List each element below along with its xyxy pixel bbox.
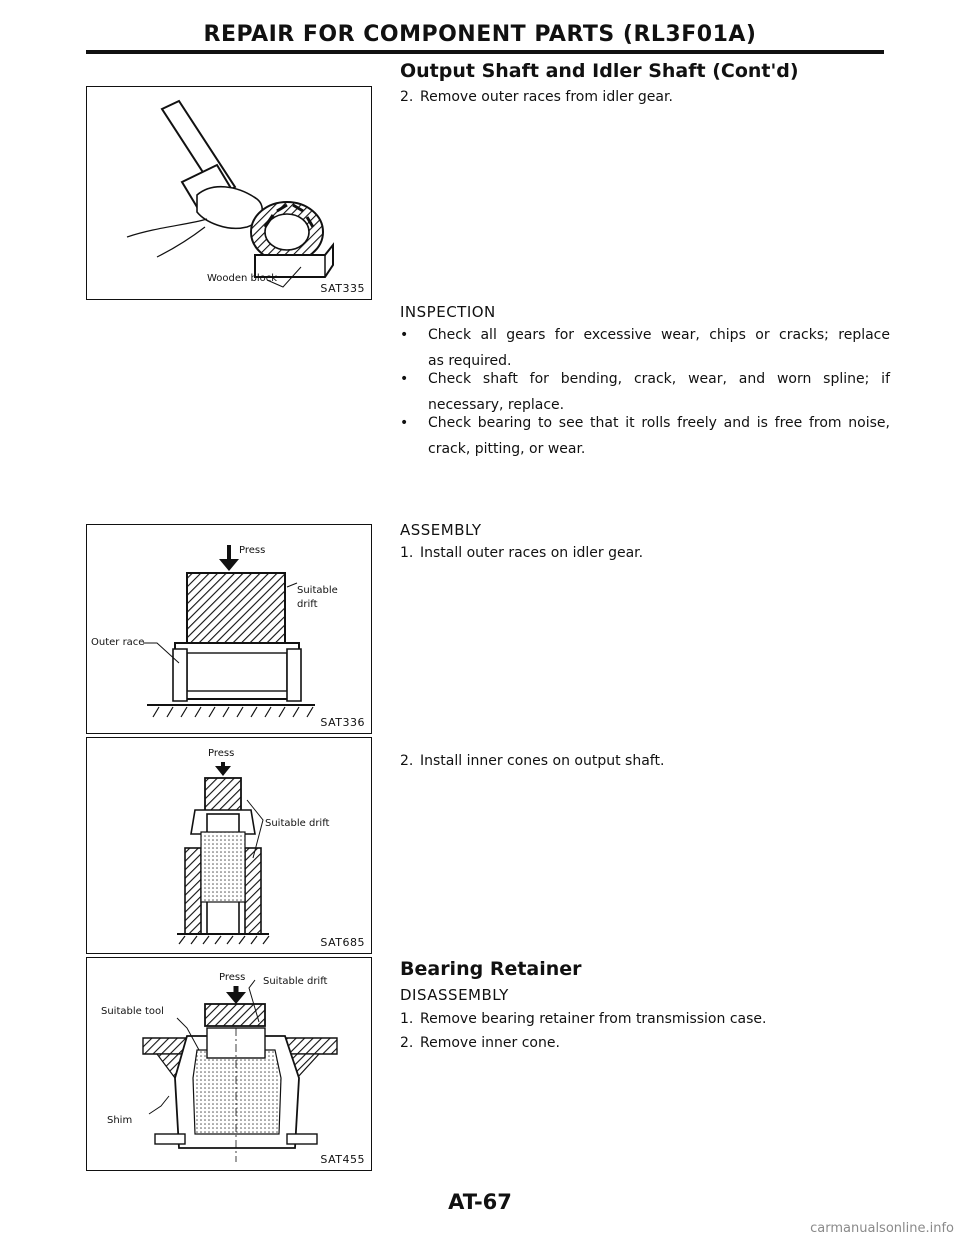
inspection-item-line: Check bearing to see that it rolls freely and is free from noise, — [428, 415, 890, 431]
figure-sat335 — [86, 86, 372, 300]
press-inner-cone-illustration — [87, 738, 372, 954]
step-text: Remove bearing retainer from transmission case. — [420, 1011, 767, 1027]
section-title-bearing-retainer: Bearing Retainer — [400, 958, 582, 980]
label-press: Press — [239, 545, 266, 556]
step-text: Remove inner cone. — [420, 1035, 560, 1051]
step-number: 2. — [400, 753, 414, 769]
figure-code-sat455: SAT455 — [320, 1153, 365, 1166]
label-press: Press — [219, 972, 246, 983]
section-title-output-shaft: Output Shaft and Idler Shaft (Cont'd) — [400, 60, 799, 82]
inspection-item-line: necessary, replace. — [428, 397, 565, 413]
hammer-and-gear-illustration — [87, 87, 372, 300]
footer-watermark: carmanualsonline.info — [810, 1221, 954, 1236]
bullet: • — [400, 415, 409, 431]
inspection-item-line: Check shaft for bending, crack, wear, and worn spline; if — [428, 371, 890, 387]
figure-code-sat685: SAT685 — [320, 936, 365, 949]
label-outer-race: Outer race — [91, 637, 145, 648]
press-outer-race-illustration — [87, 525, 372, 734]
header-rule — [86, 50, 884, 54]
label-wooden-block: Wooden block — [207, 273, 278, 284]
disassembly-heading: DISASSEMBLY — [400, 986, 509, 1004]
label-suitable-drift: Suitable drift — [263, 976, 328, 987]
step-number: 2. — [400, 89, 414, 105]
step-text: Install inner cones on output shaft. — [420, 753, 665, 769]
figure-sat336 — [86, 524, 372, 734]
bearing-retainer-press-illustration — [87, 958, 372, 1171]
label-drift: drift — [297, 599, 318, 610]
step-number: 2. — [400, 1035, 414, 1051]
inspection-item — [400, 410, 890, 462]
step-text: Remove outer races from idler gear. — [420, 89, 673, 105]
label-suitable-drift: Suitable drift — [265, 818, 330, 829]
page-header-title: REPAIR FOR COMPONENT PARTS (RL3F01A) — [203, 22, 757, 47]
assembly-heading: ASSEMBLY — [400, 521, 482, 539]
label-suitable: Suitable — [297, 585, 338, 596]
label-press: Press — [208, 748, 235, 759]
label-shim: Shim — [107, 1115, 133, 1126]
bullet: • — [400, 327, 409, 343]
step-number: 1. — [400, 1011, 414, 1027]
label-suitable-tool: Suitable tool — [101, 1006, 164, 1017]
inspection-heading: INSPECTION — [400, 303, 496, 321]
figure-code-sat335: SAT335 — [320, 282, 365, 295]
figure-sat455 — [86, 957, 372, 1171]
bullet: • — [400, 371, 409, 387]
step-text: Install outer races on idler gear. — [420, 545, 644, 561]
figure-sat685 — [86, 737, 372, 954]
figure-code-sat336: SAT336 — [320, 716, 365, 729]
step-number: 1. — [400, 545, 414, 561]
inspection-item-line: crack, pitting, or wear. — [428, 441, 586, 457]
inspection-item-line: as required. — [428, 353, 512, 369]
page-number: AT-67 — [448, 1190, 512, 1214]
inspection-item-line: Check all gears for excessive wear, chips or cracks; replace — [428, 327, 890, 343]
